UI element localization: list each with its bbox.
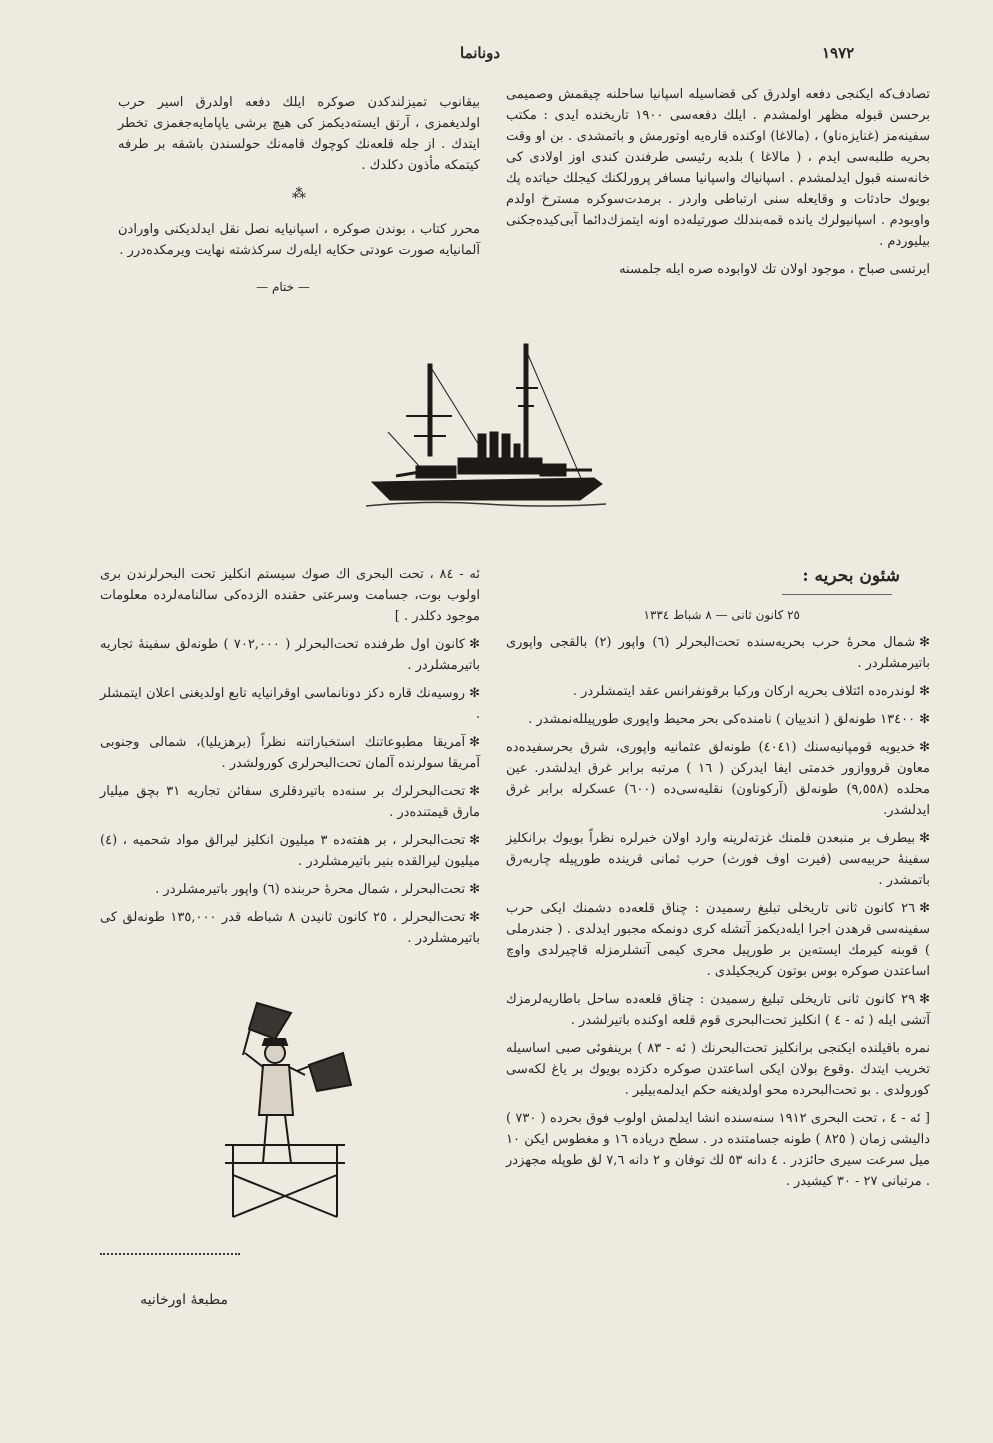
news-item: ✻خديويه قومپانيه‌سنك (٤٠٤١) طونه‌لق عثمانيه واپورى، شرق بحرسفيده‌ده معاون قرووازور خدمتى ايفا ايدركن ( ١٦ ) مرتبه برابر غرق ايدلشدر. عين محلده (٩,٥٥٨) طونه‌لق (آركوناون) نقليه‌سى‌ده (٦٠٠) عسكرله برابر غرق ايدلشدر. — [506, 740, 931, 818]
editor-note: محرر كتاب ، بوندن صوكره ، اسپانيايه نصل نقل ايدلديكنى واورادن آلمانيايه صورت عودتى حكايه ايله‌رك سركذشته نهايت ويرمكده‌درر . — [118, 222, 480, 258]
news-item: ئە - ٨٤ ، تحت البحرى اك صوك سيستم انكليز تحت البحرلرندن برى اولوب بوت، جسامت وسرعتى حقنده الزده‌كى سالنامه‌لرده معلومات موجود دكلدر . ] — [100, 567, 481, 624]
news-bullet-icon: ✻ — [469, 910, 480, 925]
news-bullet-icon: ✻ — [919, 635, 930, 650]
news-bullet-icon: ✻ — [919, 901, 930, 916]
page-number: ١٩٧٢ — [822, 44, 855, 62]
news-bullet-icon: ✻ — [469, 735, 480, 750]
news-item: ✻تحت‌البحرلرك بر سنه‌ده باتيردقلرى سفائن تجاريه ٣١ بچق ميليار مارق قيمتنده‌در . — [100, 784, 481, 820]
page-header-title: دونانما — [460, 44, 501, 62]
news-item: ✻٢٦ كانون ثانى تاريخلى تبليغ رسميدن : چناق قلعه‌ده دشمنك ايكى حرب سفينه‌سى قرهدن اجرا ايله‌ديكمز آتشله كرى دونمكه مجبور ايدلدى . ( جندرملى ) قوبنه كيرمك ايسته‌ين بر طورپيل محرى كيمى آتشلرمزله قاچيرلدى واوچ اساعتدن صوكره بوس بوتون كريجكيلدى . — [506, 901, 930, 979]
right-column-news — [506, 632, 930, 1199]
news-bullet-icon: ✻ — [469, 637, 480, 652]
news-item: ✻شمال محرهٔ حرب بحريه‌سنده تحت‌البحرلر (٦) واپور (٢) بالقجى واپورى باتيرمشلردر . — [506, 635, 930, 671]
news-item: ✻تحت‌البحرلر ، شمال محرهٔ حربنده (٦) واپور باتيرمشلردر . — [155, 882, 480, 897]
news-item: ✻تحت‌البحرلر ، بر هفته‌ده ٣ ميليون انكليز ليرالق مواد شحميه ، (٤) ميليون ليرالقده بنير باتيرمشلردر . — [100, 833, 480, 869]
left-column-news — [100, 564, 480, 956]
signal-sailor-illustration — [205, 995, 360, 1220]
section-stars: ⁂ — [292, 186, 306, 202]
news-item: نمره باقيلنده ايكنجى برانكليز تحت‌البحرنك ( ئە - ٨٣ ) برينفوئى صبى اساسيله تخريب ايتدك .وقوع بولان ايكى اساعتدن صوكره دكزده بويوك بر ياغ لكه‌سى كورولدى . بو تحت‌البحرده محو اولديغنه حكم ايدلمه‌بيلير . — [506, 1041, 931, 1098]
section-title-naval-affairs: شئون بحريه : — [802, 566, 900, 586]
news-item: [ ئە - ٤ ، تحت البحرى ١٩١٢ سنه‌سنده انشا ايدلمش اولوب فوق بحرده ( ٧٣٠ ) داليشى زمان ( ٨٢٥ ) طونه جسامتنده در . سطح درياده ١٦ و مغطوس ايكن ١٠ ميل سرعت سيرى حائزدر . ٤ دانه ٥٣ لك توفان و ٢ دانه ٧,٦ لق طوپله مجهزدر . مرتبانى ٢٧ - ٣٠ كيشيدر . — [506, 1111, 931, 1189]
news-item: ✻آمريقا مطبوعاتنك استخباراتنه نظراً (برهزيليا)، شمالى وجنوبى آمريقا سولرنده آلمان تحت‌البحرلرى كورولشدر . — [100, 735, 480, 771]
left-column-story — [118, 92, 480, 183]
news-item: ✻روسيه‌نك قاره دكز دونانماسى اوقرانيايه تابع اولديغنى اعلان ايتمشلر . — [100, 686, 480, 722]
news-item: ✻لوندره‌ده ائتلاف بحريه اركان وركبا برقونفرانس عقد ايتمشلردر . — [572, 684, 930, 699]
section-date: ٢٥ كانون ثانى — ٨ شباط ١٣٣٤ — [643, 608, 800, 622]
right-column-story — [506, 84, 930, 287]
news-bullet-icon: ✻ — [919, 684, 930, 699]
battleship-illustration — [366, 340, 606, 515]
news-bullet-icon: ✻ — [919, 992, 930, 1007]
news-item: ✻بيطرف بر منبعدن فلمنك غزته‌لرينه وارد اولان خبرلره نظراً بويوك برانكليز سفينهٔ حربيه‌سى (فيرت اوف فورث) حرب ثمانى قرينده طورپيله چاربه‌رق باتمشدر . — [506, 831, 930, 888]
story-paragraph: تصادف‌كه ايكنجى دفعه اولدرق كى قضاسيله اسپانيا ساحلنه چيقمش وصميمى برحسن قبوله مظهر اولمشدم . ايلك دفعه‌سى ١٩٠٠ تاريخنده ايدى : مكتب سفينه‌مز (غنايزه‌ناو) ، (مالاغا) اوكنده قاره‌يه اوتورمش و باتمشدى . بن او وقت بحريه طلبه‌سى ايدم ، ( مالاغا ) بلديه رئيسى طرفندن كندى اوز اولادى كى خانه‌سنه قبول ايدلمشدم . اسپانياك واسپانيا مسافر پرورلكنك كيجلك حياتده پك بويوك حادثات و وقايعله سنى ارتباطى واردر . برمدت‌سوكره مسترخ اولدم واوبودم . اسپانيولرك يانده قمه‌بندلك صورتيله‌ده اونه ايتمزك‌دائما آبى‌كيده‌جكنى بيليوردم . — [506, 87, 930, 249]
footer-dotted-rule — [100, 1253, 240, 1255]
finis-mark: — ختام — — [256, 280, 310, 294]
printer-imprint: مطبعهٔ اورخانيه — [140, 1292, 228, 1308]
news-bullet-icon: ✻ — [469, 784, 481, 799]
news-bullet-icon: ✻ — [469, 833, 480, 848]
left-column-note-block — [118, 186, 480, 268]
story-paragraph: بيقانوب تميزلندكدن صوكره ايلك دفعه اولدرق اسير حرب اولديغمزى ، آرتق ايسته‌ديكمز كى هيچ برشى ياپامايه‌جغمزى تخطر ايتدك . از جله قلعه‌نك كوچوك قامه‌نك حولسندن باشقه بر طرفه كيتمكه مأذون دكلدك . — [118, 95, 480, 173]
story-paragraph: ايرتسى صباح ، موجود اولان تك لاوابوده صره ايله جلمسنه — [619, 262, 930, 277]
section-title-rule — [782, 594, 892, 595]
news-bullet-icon: ✻ — [469, 686, 480, 701]
news-bullet-icon: ✻ — [919, 831, 930, 846]
news-item: ✻١٣٤٠٠ طونه‌لق ( اندييان ) نامنده‌كى بحر محيط واپورى طورپيلله‌نمشدر . — [528, 712, 930, 727]
news-item: ✻كانون اول طرفنده تحت‌البحرلر ( ٧٠٢,٠٠٠ ) طونه‌لق سفينهٔ تجاريه باتيرمشلردر . — [100, 637, 480, 673]
news-item: ✻٢٩ كانون ثانى تاريخلى تبليغ رسميدن : چناق قلعه‌ده ساحل باطاريه‌لرمزك آتشى ايله ( ئە - ٤ ) انكليز تحت‌البحرى قوم قلعه اوكنده باتيرلشدر . — [506, 992, 930, 1028]
news-item: ✻تحت‌البحرلر ، ٢٥ كانون ثانيدن ٨ شباطه قدر ١٣٥,٠٠٠ طونه‌لق كى باتيرمشلردر . — [100, 910, 480, 946]
news-bullet-icon: ✻ — [919, 740, 930, 755]
news-bullet-icon: ✻ — [469, 882, 480, 897]
news-bullet-icon: ✻ — [919, 712, 930, 727]
